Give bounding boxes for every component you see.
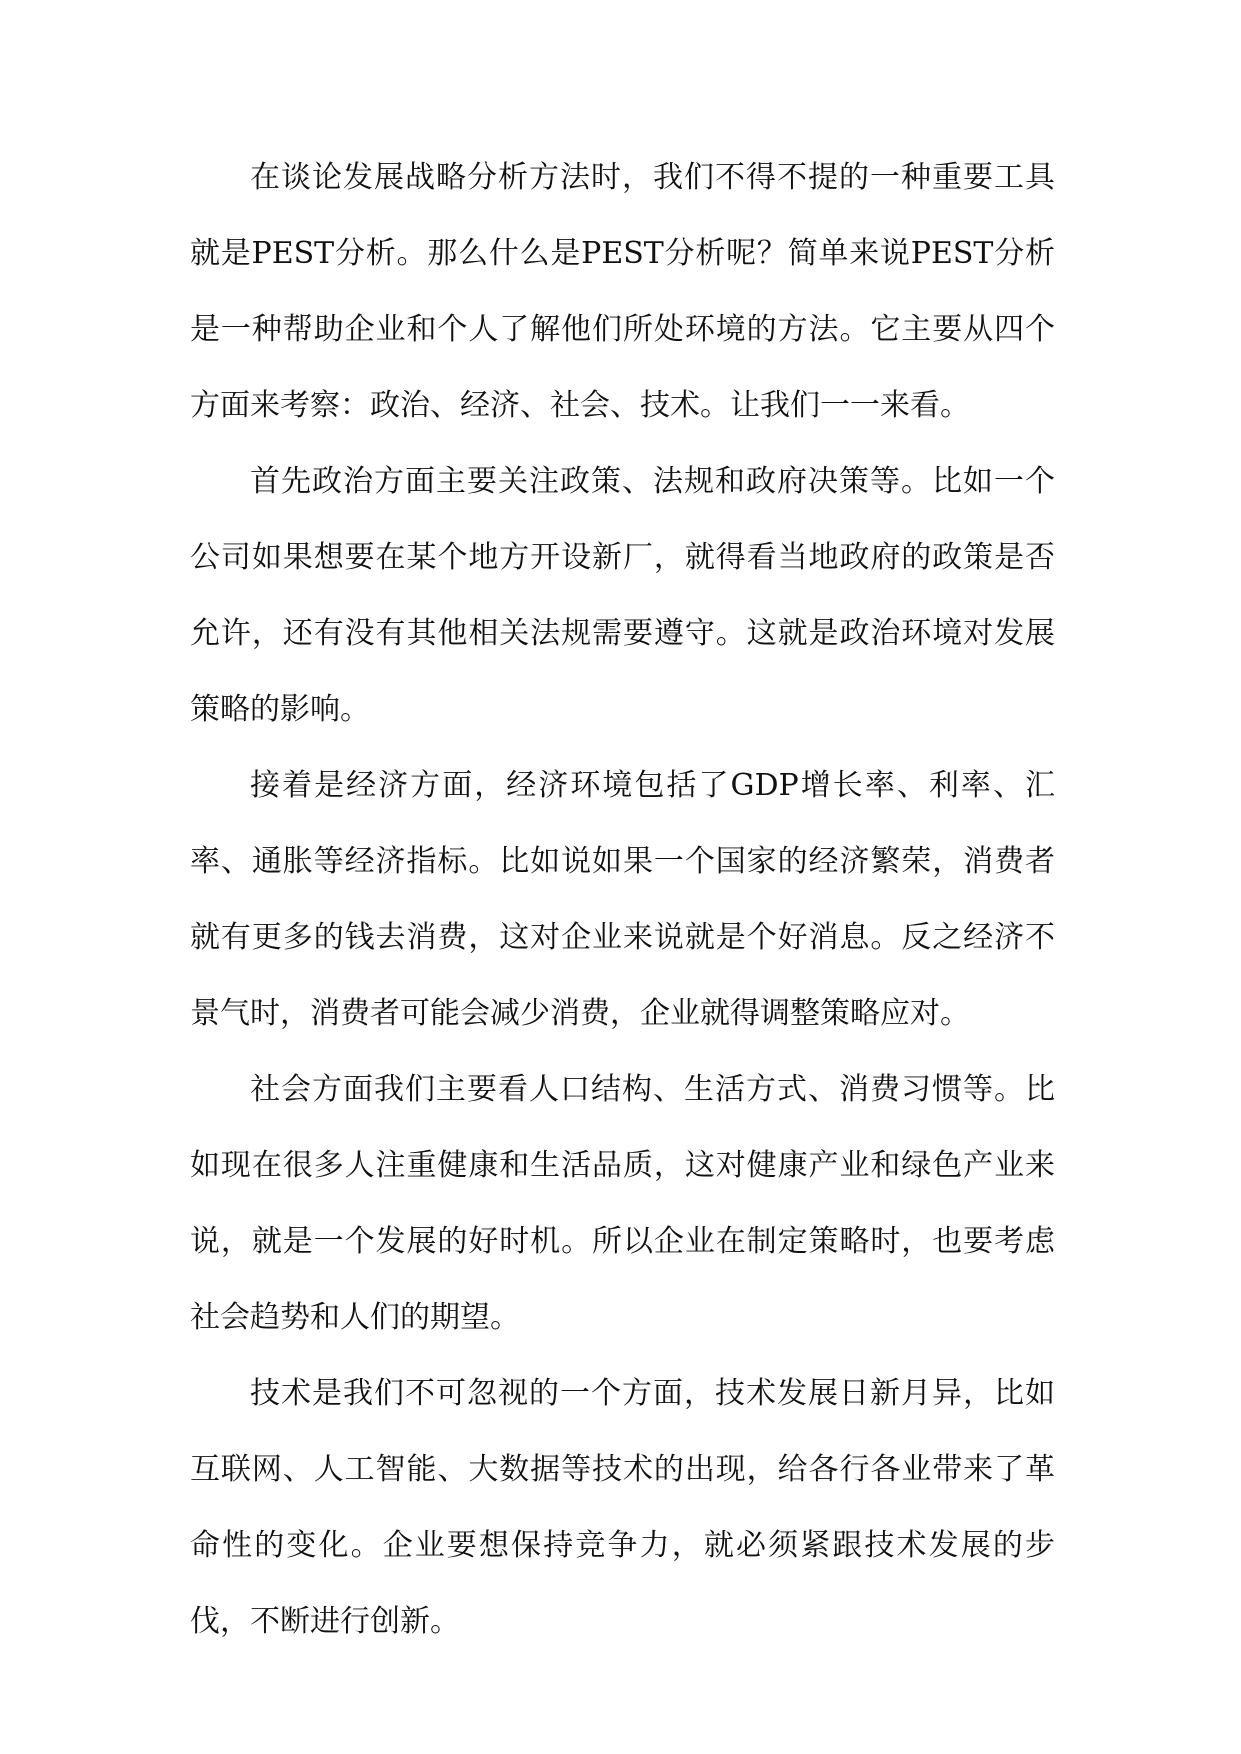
paragraph-social: 社会方面我们主要看人口结构、生活方式、消费习惯等。比如现在很多人注重健康和生活品质，这对健康产业和绿色产业来说，就是一个发展的好时机。所以企业在制定策略时，也要考虑社会趋势和人们的期望。 — [190, 1072, 1055, 1335]
paragraph-technological: 技术是我们不可忽视的一个方面，技术发展日新月异，比如互联网、人工智能、大数据等技术的出现，给各行各业带来了革命性的变化。企业要想保持竞争力，就必须紧跟技术发展的步伐，不断进行创新。 — [190, 1376, 1055, 1639]
document-body — [190, 140, 1055, 1660]
paragraph-political: 首先政治方面主要关注政策、法规和政府决策等。比如一个公司如果想要在某个地方开设新厂，就得看当地政府的政策是否允许，还有没有其他相关法规需要遵守。这就是政治环境对发展策略的影响。 — [190, 464, 1055, 727]
paragraph-intro-pest: 在谈论发展战略分析方法时，我们不得不提的一种重要工具就是PEST分析。那么什么是PEST分析呢？简单来说PEST分析是一种帮助企业和个人了解他们所处环境的方法。它主要从四个方面来考察：政治、经济、社会、技术。让我们一一来看。 — [190, 160, 1055, 423]
paragraph-economic: 接着是经济方面，经济环境包括了GDP增长率、利率、汇率、通胀等经济指标。比如说如果一个国家的经济繁荣，消费者就有更多的钱去消费，这对企业来说就是个好消息。反之经济不景气时，消费者可能会减少消费，企业就得调整策略应对。 — [190, 768, 1055, 1031]
